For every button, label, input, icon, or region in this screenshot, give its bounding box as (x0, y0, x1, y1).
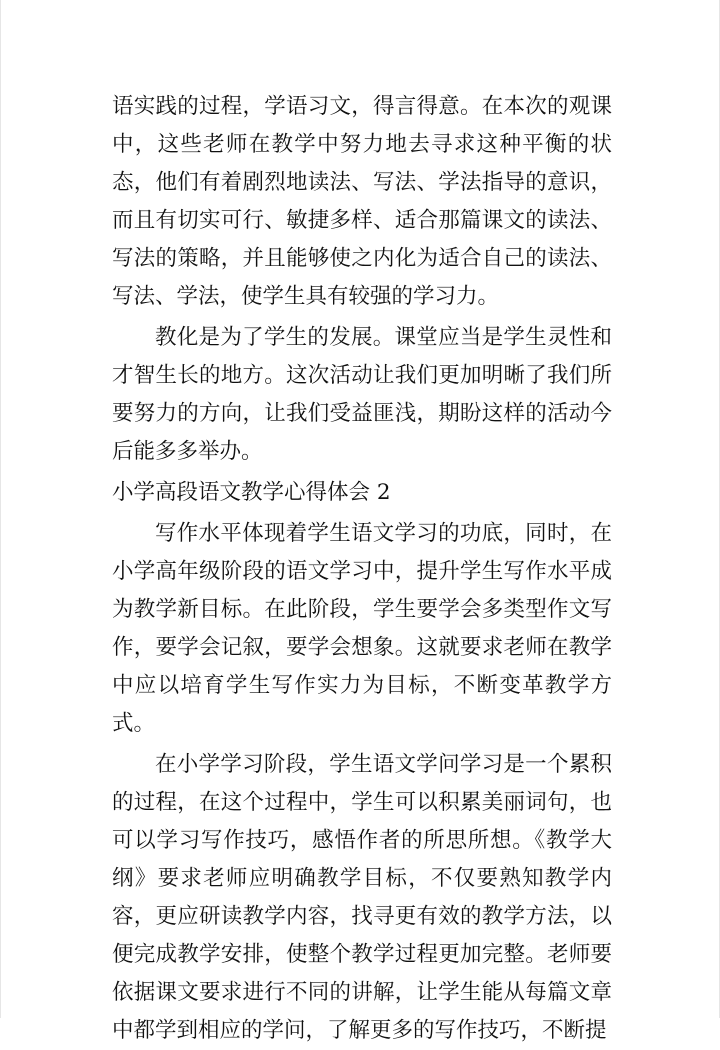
paragraph: 在小学学习阶段，学生语文学问学习是一个累积的过程，在这个过程中，学生可以积累美丽词句，也可以学习写作技巧，感悟作者的所思所想。《教学大纲》要求老师应明确教学目标，不仅要熟知教学内容，更应研读教学内容，找寻更有效的教学方法，以便完成教学安排，使整个教学过程更加完整。老师要依据课文要求进行不同的讲解，让学生能从每篇文章中都学到相应的学问，了解更多的写作技巧，不断提 (112, 752, 612, 1043)
document-body (112, 88, 612, 1050)
section-heading: 小学高段语文教学心得体会 2 (112, 480, 391, 505)
paragraph: 教化是为了学生的发展。课堂应当是学生灵性和才智生长的地方。这次活动让我们更加明晰了我们所要努力的方向，让我们受益匪浅，期盼这样的活动今后能多多举办。 (112, 325, 612, 464)
paragraph: 写作水平体现着学生语文学习的功底，同时，在小学高年级阶段的语文学习中，提升学生写作水平成为教学新目标。在此阶段，学生要学会多类型作文写作，要学会记叙，要学会想象。这就要求老师在教学中应以培育学生写作实力为目标，不断变革教学方式。 (112, 521, 612, 736)
paragraph: 语实践的过程，学语习文，得言得意。在本次的观课中，这些老师在教学中努力地去寻求这种平衡的状态，他们有着剧烈地读法、写法、学法指导的意识，而且有切实可行、敏捷多样、适合那篇课文的读法、写法的策略，并且能够使之内化为适合自己的读法、写法、学法，使学生具有较强的学习力。 (112, 94, 612, 309)
